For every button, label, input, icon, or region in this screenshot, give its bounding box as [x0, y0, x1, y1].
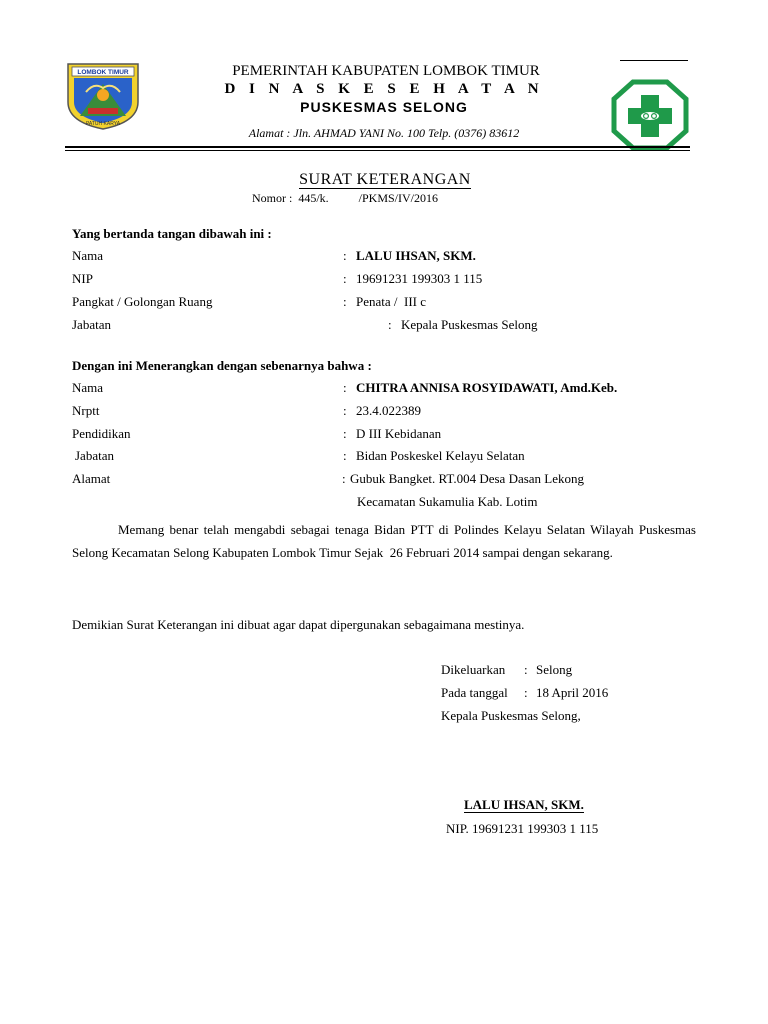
- subject-position-label: Jabatan: [75, 448, 114, 463]
- issued-place-value: Selong: [536, 662, 573, 677]
- signer-position-label: Jabatan: [72, 317, 111, 332]
- issued-place-colon: :: [524, 662, 528, 677]
- emblem-bottom-text: PATUH KARYA: [85, 121, 121, 127]
- issued-date-value: 18 April 2016: [536, 685, 609, 700]
- subject-name-colon: :: [343, 380, 347, 395]
- subject-position-value: Bidan Poskeskel Kelayu Selatan: [356, 448, 525, 463]
- signature-name: LALU IHSAN, SKM.: [464, 797, 584, 812]
- subject-education-colon: :: [343, 426, 347, 441]
- issued-place-label: Dikeluarkan: [441, 662, 506, 677]
- signer-rank-label: Pangkat / Golongan Ruang: [72, 294, 213, 309]
- signer-rank-colon: :: [343, 294, 347, 309]
- signer-nip-colon: :: [343, 271, 347, 286]
- letterhead-divider-thin: [65, 150, 690, 151]
- subject-position-colon: :: [343, 448, 347, 463]
- subject-address-value: Gubuk Bangket. RT.004 Desa Dasan Lekong: [350, 471, 585, 486]
- signer-intro: Yang bertanda tangan dibawah ini :: [72, 226, 272, 241]
- subject-name-value: CHITRA ANNISA ROSYIDAWATI, Amd.Keb.: [356, 380, 618, 395]
- letterhead-institution: PUSKESMAS SELONG: [300, 99, 468, 115]
- letterhead-divider-thick: [65, 146, 690, 148]
- body-paragraph: Memang benar telah mengabdi sebagai tenaga Bidan PTT di Polindes Kelayu Selatan Wilayah Puskesmas Selong Kecamatan Selong Kabupaten Lombok Timur Sejak 26 Februari 2014 sampai dengan sekarang.: [72, 522, 700, 560]
- emblem-top-text: LOMBOK TIMUR: [77, 69, 129, 76]
- subject-intro: Dengan ini Menerangkan dengan sebenarnya bahwa :: [72, 358, 372, 373]
- issued-date-colon: :: [524, 685, 528, 700]
- subject-nrptt-colon: :: [343, 403, 347, 418]
- subject-education-label: Pendidikan: [72, 426, 131, 441]
- subject-address-line2: Kecamatan Sukamulia Kab. Lotim: [357, 494, 538, 509]
- subject-education-value: D III Kebidanan: [356, 426, 442, 441]
- subject-name-label: Nama: [72, 380, 104, 395]
- signer-nip-value: 19691231 199303 1 115: [356, 271, 483, 286]
- subject-address-label: Alamat: [72, 471, 111, 486]
- signature-nip: NIP. 19691231 199303 1 115: [446, 821, 599, 836]
- document-title: SURAT KETERANGAN: [299, 171, 471, 188]
- signer-name-value: LALU IHSAN, SKM.: [356, 248, 476, 263]
- closing-statement: Demikian Surat Keterangan ini dibuat agar dapat dipergunakan sebagaimana mestinya.: [72, 617, 525, 632]
- subject-nrptt-label: Nrptt: [72, 403, 100, 418]
- letterhead-government: PEMERINTAH KABUPATEN LOMBOK TIMUR: [232, 63, 540, 79]
- header-right-rule: [620, 60, 688, 61]
- subject-address-colon: :: [342, 471, 346, 486]
- signer-nip-label: NIP: [72, 271, 93, 286]
- issued-position: Kepala Puskesmas Selong,: [441, 708, 581, 723]
- letterhead-address: Alamat : Jln. AHMAD YANI No. 100 Telp. (0376) 83612: [248, 126, 520, 140]
- signer-name-label: Nama: [72, 248, 104, 263]
- signer-name-colon: :: [343, 248, 347, 263]
- subject-nrptt-value: 23.4.022389: [356, 403, 421, 418]
- issued-date-label: Pada tanggal: [441, 685, 508, 700]
- signer-rank-value: Penata / III c: [356, 294, 427, 309]
- signer-position-value: Kepala Puskesmas Selong: [401, 317, 538, 332]
- signer-position-colon: :: [388, 317, 392, 332]
- document-number: Nomor : 445/k. /PKMS/IV/2016: [252, 191, 439, 205]
- letterhead-department: D I N A S K E S E H A T A N: [224, 81, 544, 97]
